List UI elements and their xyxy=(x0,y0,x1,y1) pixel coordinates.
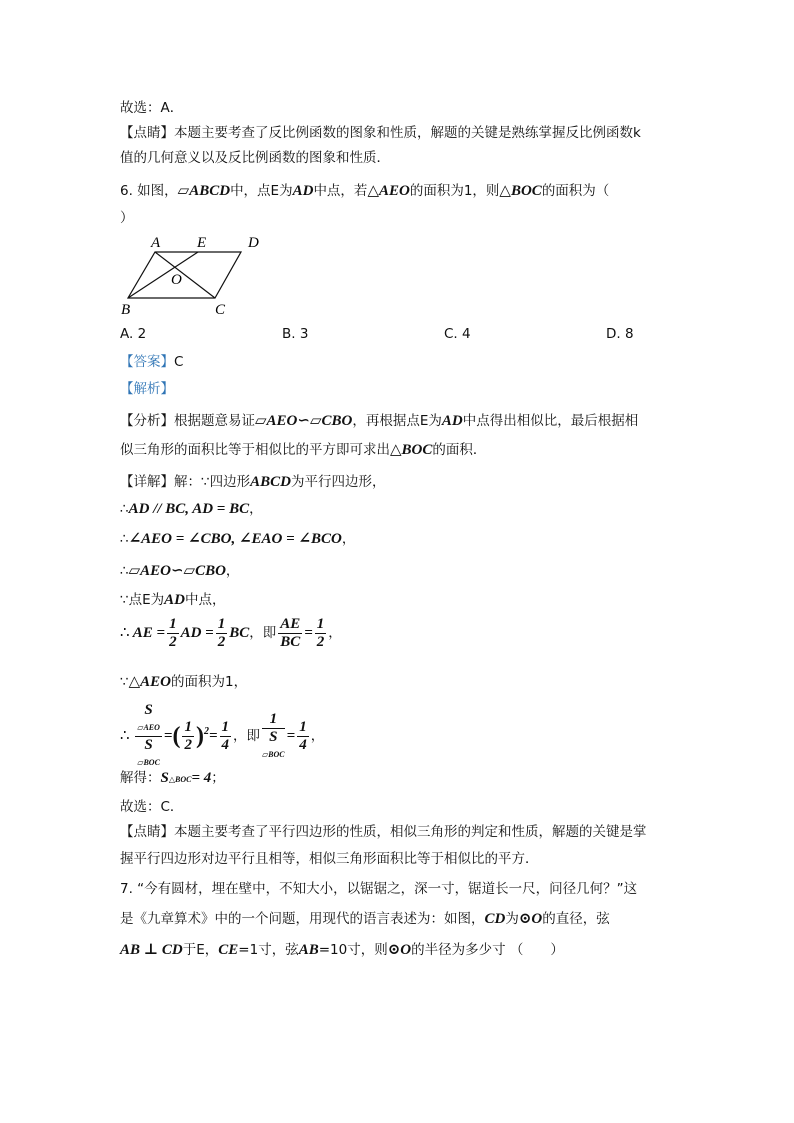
question-7: 7. “今有圆材，埋在壁中，不知大小，以锯锯之，深一寸，锯道长一尺，问径几何？”这 xyxy=(120,881,638,897)
step-area-ratio: ∴ S ▱AEO S ▱BOC =( $\frac{1}{2}$ )$^2$= $\frac{1}{4}$ ，即 1 S ▱BOC = $\frac{1}{4}$ ， xyxy=(120,702,325,767)
analysis-line: 似三角形的面积比等于相似比的平方即可求出△BOC的面积． xyxy=(120,442,487,458)
svg-text:E: E xyxy=(197,235,207,251)
text-line: 值的几何意义以及反比例函数的图象和性质． xyxy=(120,150,390,166)
svg-text:D: D xyxy=(248,235,259,251)
text-line: 故选：C． xyxy=(120,799,184,815)
analysis-line: 【分析】根据题意易证▱AEO∽▱CBO，再根据点E为AD中点得出相似比，最后根据相 xyxy=(120,413,639,429)
step-ratio: ∴ AE = $\frac{1}{2}$ AD = $\frac{1}{2}$ BC，即 $\frac{AE}{BC}$ = $\frac{1}{2}$ ， xyxy=(120,616,342,650)
svg-text:B: B xyxy=(121,302,131,318)
text-line: 【点睛】本题主要考查了反比例函数的图象和性质，解题的关键是熟练掌握反比例函数k xyxy=(120,125,641,141)
option-c: C. 4 xyxy=(444,326,471,342)
step: ∴∠AEO = ∠CBO, ∠EAO = ∠BCO， xyxy=(120,531,356,547)
svg-text:A: A xyxy=(151,235,161,251)
question-6: 6. 如图，▱ABCD中，点E为AD中点，若△AEO的面积为1，则△BOC的面积为（ xyxy=(120,183,610,199)
text-line: 故选：A． xyxy=(120,100,184,116)
svg-text:O: O xyxy=(171,272,182,288)
detail-line: 【详解】解：∵四边形ABCD为平行四边形， xyxy=(120,474,386,490)
option-a: A. 2 xyxy=(120,326,147,342)
option-b: B. 3 xyxy=(282,326,309,342)
text-line: 【点睛】本题主要考查了平行四边形的性质，相似三角形的判定和性质，解题的关键是掌 xyxy=(120,824,647,840)
answer: 【答案】C xyxy=(120,354,184,370)
question-7-line: 是《九章算术》中的一个问题，用现代的语言表述为：如图，CD为⊙O的直径，弦 xyxy=(120,911,610,927)
svg-text:C: C xyxy=(215,302,226,318)
option-d: D. 8 xyxy=(606,326,634,342)
parallelogram-figure xyxy=(115,232,275,322)
step: ∵点E为AD中点， xyxy=(120,592,226,608)
step: ∴AD // BC, AD = BC， xyxy=(120,501,263,517)
text-line: ） xyxy=(120,210,134,226)
analysis-heading: 【解析】 xyxy=(120,381,174,397)
step: ∵△AEO的面积为1， xyxy=(120,674,248,690)
step: 解得：S△BOC= 4； xyxy=(120,770,225,786)
question-7-line: AB ⊥ CD于E，CE=1寸，弦AB=10寸，则⊙O的半径为多少寸 （ ） xyxy=(120,942,564,958)
text-line: 握平行四边形对边平行且相等，相似三角形面积比等于相似比的平方． xyxy=(120,851,539,867)
step: ∴▱AEO∽▱CBO， xyxy=(120,563,240,579)
